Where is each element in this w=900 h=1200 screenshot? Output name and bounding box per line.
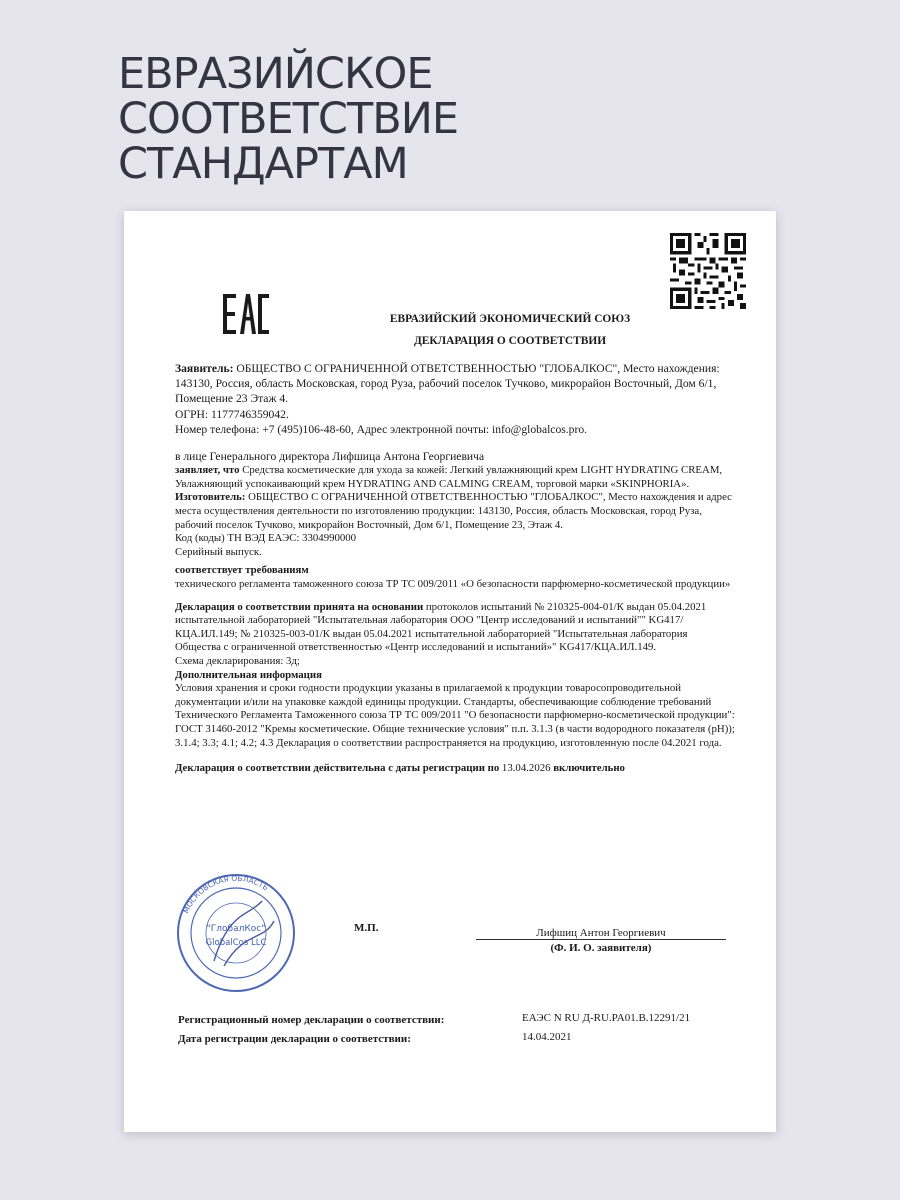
seal-ring-text: МОСКОВСКАЯ ОБЛАСТЬ: [181, 873, 271, 915]
serial-release: Серийный выпуск.: [175, 545, 262, 558]
svg-text:МОСКОВСКАЯ ОБЛАСТЬ: [181, 874, 270, 915]
headline-line-1: ЕВРАЗИЙСКОЕ: [118, 49, 433, 99]
extra-block: [175, 669, 735, 751]
applicant-block: [175, 361, 735, 407]
signature-line: [476, 939, 726, 940]
company-seal-icon: [174, 871, 298, 995]
extra-label: Дополнительная информация: [175, 668, 322, 681]
validity-block: [175, 762, 735, 776]
manufacturer-block: [175, 491, 735, 532]
tnved-code: Код (коды) ТН ВЭД ЕАЭС: 3304990000: [175, 532, 357, 545]
manufacturer-text: ОБЩЕСТВО С ОГРАНИЧЕННОЙ ОТВЕТСТВЕННОСТЬЮ "ГЛОБАЛКОС", Место нахождения и адрес места осуществления деятельности по изготовлению продукции: 143130, Россия, область Московская, город Руза, рабочий поселок Тучково, микрорайон Восточный, Дом 6/1, Помещение 23, Этаж 4.: [175, 491, 732, 531]
signer-caption: (Ф. И. О. заявителя): [550, 942, 652, 954]
complies-text: технического регламента таможенного союза ТР ТС 009/2011 «О безопасности парфюмерно-косметической продукции»: [175, 577, 731, 590]
seal-name-en: GlobalCos LLC: [205, 938, 267, 948]
reg-number-label-text: Регистрационный номер декларации о соответствии:: [178, 1014, 445, 1026]
representative: в лице Генерального директора Лифшица Антона Георгиевича: [175, 450, 485, 464]
extra-text: Условия хранения и сроки годности продукции указаны в прилагаемой к продукции товаросопроводительной документации и/или на упаковке каждой единицы продукции. Стандарты, обеспечивающие соблюдение требований Технического Регламента Таможенного союза ТР ТС 009/2011 "О безопасности парфюмерно-косметической продукции": ГОСТ 31460-2012 "Кремы косметические. Общие технические условия" п.п. 3.1.3 (в части водородного показателя (pH)); 3.1.4; 3.3; 4.1; 4.2; 4.3 Декларация о соответствии распространяется на продукцию, изготовленную после 04.2021 года.: [175, 682, 735, 749]
validity-date: 13.04.2026: [499, 762, 554, 775]
signer-name: Лифшиц Антон Георгиевич: [536, 927, 666, 939]
declares-label: заявляет, что: [175, 464, 240, 477]
reg-date: 14.04.2021: [522, 1031, 572, 1043]
headline: [118, 49, 459, 189]
contacts: Номер телефона: +7 (495)106-48-60, Адрес электронной почты: info@globalcos.pro.: [175, 422, 588, 436]
reg-number: ЕАЭС N RU Д-RU.PA01.B.12291/21: [522, 1012, 691, 1024]
union-title: ЕВРАЗИЙСКИЙ ЭКОНОМИЧЕСКИЙ СОЮЗ: [389, 313, 631, 325]
basis-label: Декларация о соответствии принята на основании: [175, 600, 424, 613]
declares-text: Средства косметические для ухода за кожей: Легкий увлажняющий крем LIGHT HYDRATING CREAM, Увлажняющий успокаивающий крем HYDRATING AND CALMING CREAM, торговой марки «SKINPHORIA».: [175, 464, 723, 490]
validity-suffix: включительно: [553, 762, 625, 775]
applicant-text: ОБЩЕСТВО С ОГРАНИЧЕННОЙ ОТВЕТСТВЕННОСТЬЮ "ГЛОБАЛКОС", Место нахождения: 143130, Россия, область Московская, город Руза, рабочий поселок Тучково, микрорайон Восточный, Дом 6/1, Помещение 23 Этаж 4.: [175, 362, 720, 406]
reg-number-label: [178, 1014, 444, 1026]
declaration-title: ДЕКЛАРАЦИЯ О СООТВЕТСТВИИ: [413, 335, 607, 347]
reg-date-label: [178, 1033, 411, 1045]
seal-name-ru: "ГлобалКос": [206, 924, 266, 934]
basis-text: протоколов испытаний № 210325-004-01/К выдан 05.04.2021 испытательной лабораторией "Испытательная лаборатория ООО "Центр исследований и испытаний"" KG417/КЦА.ИЛ.149; № 210325-003-01/К выдан 05.04.2021 испытательной лабораторией "Испытательная лаборатория Общества с ограниченной ответственностью «Центр исследований и испытаний»" KG417/КЦА.ИЛ.149.: [175, 600, 707, 654]
validity-label: Декларация о соответствии действительна с даты регистрации по: [175, 762, 500, 775]
reg-date-label-text: Дата регистрации декларации о соответствии:: [178, 1033, 411, 1045]
declares-block: [175, 464, 735, 491]
applicant-label: Заявитель:: [175, 362, 234, 375]
manufacturer-label: Изготовитель:: [175, 491, 246, 504]
declaration-body: [175, 361, 735, 776]
complies-label: соответствует требованиям: [175, 564, 309, 577]
complies-block: [175, 564, 735, 591]
headline-line-3: СТАНДАРТАМ: [118, 139, 408, 189]
qr-code-icon: [670, 233, 746, 309]
seal-place-label: М.П.: [354, 922, 379, 934]
declaration-document: [124, 211, 776, 1132]
ogrn: ОГРН: 1177746359042.: [175, 407, 289, 421]
basis-block: [175, 601, 735, 655]
headline-line-2: СООТВЕТСТВИЕ: [118, 94, 459, 144]
scheme: Схема декларирования: 3д;: [175, 654, 300, 667]
